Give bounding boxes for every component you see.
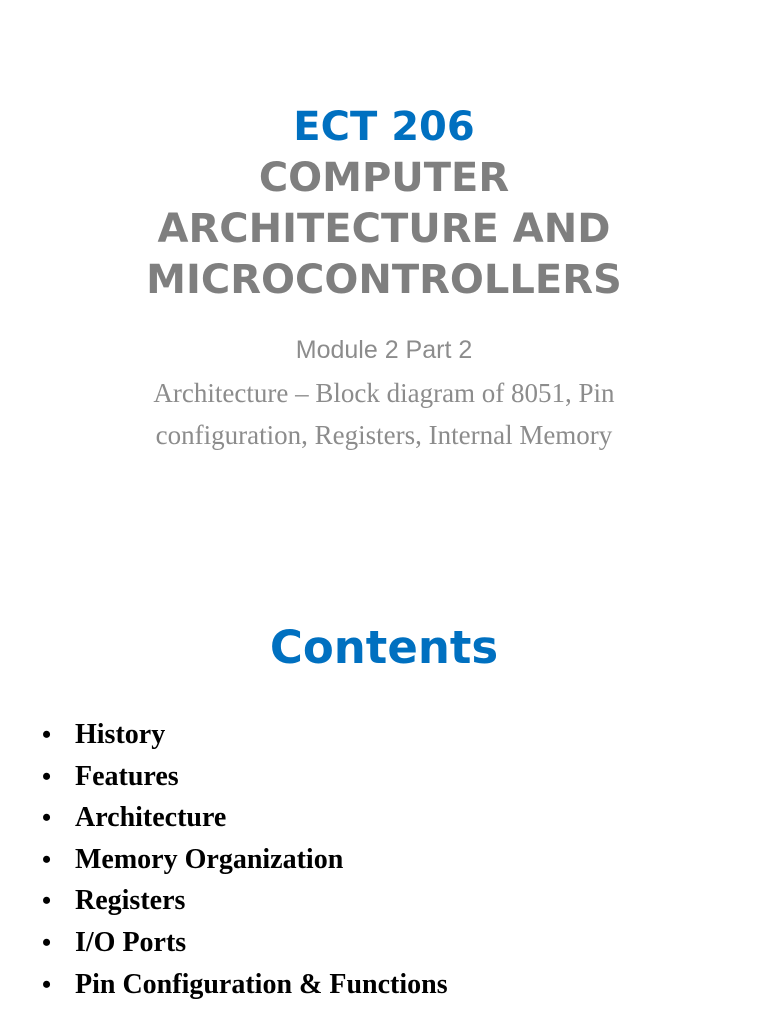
module-topics-line: configuration, Registers, Internal Memory	[155, 420, 613, 450]
bullet-icon: •	[42, 761, 52, 791]
bullet-icon: •	[42, 720, 52, 749]
list-item-label: Architecture	[75, 802, 227, 834]
bullet-icon: •	[42, 969, 52, 999]
course-title-line: MICROCONTROLLERS	[146, 257, 622, 303]
bullet-icon: •	[42, 927, 52, 957]
course-title	[0, 153, 768, 306]
module-label: Module 2 Part 2	[295, 336, 473, 364]
bullet-icon: •	[42, 803, 52, 833]
list-item	[42, 714, 448, 756]
list-item-label: Pin Configuration & Functions	[75, 968, 448, 1000]
contents-slide	[0, 512, 768, 1024]
list-item-label: Features	[75, 760, 179, 792]
list-item-label: Memory Organization	[75, 843, 344, 875]
list-item-label: History	[75, 719, 166, 750]
list-item	[42, 880, 448, 922]
course-title-line: ARCHITECTURE AND	[157, 206, 611, 252]
module-topics	[0, 372, 768, 456]
course-code: ECT 206	[293, 104, 475, 150]
list-item	[42, 964, 448, 1006]
module-topics-line: Architecture – Block diagram of 8051, Pin	[153, 378, 615, 408]
list-item-label: Registers	[75, 885, 186, 917]
list-item	[42, 839, 448, 881]
contents-title: Contents	[269, 621, 499, 674]
list-item	[42, 922, 448, 964]
list-item	[42, 797, 448, 839]
list-item-label: I/O Ports	[75, 926, 187, 958]
course-title-line: COMPUTER	[258, 155, 510, 201]
list-item	[42, 756, 448, 798]
bullet-icon: •	[42, 886, 52, 916]
bullet-icon: •	[42, 844, 52, 874]
contents-list	[42, 714, 448, 1005]
